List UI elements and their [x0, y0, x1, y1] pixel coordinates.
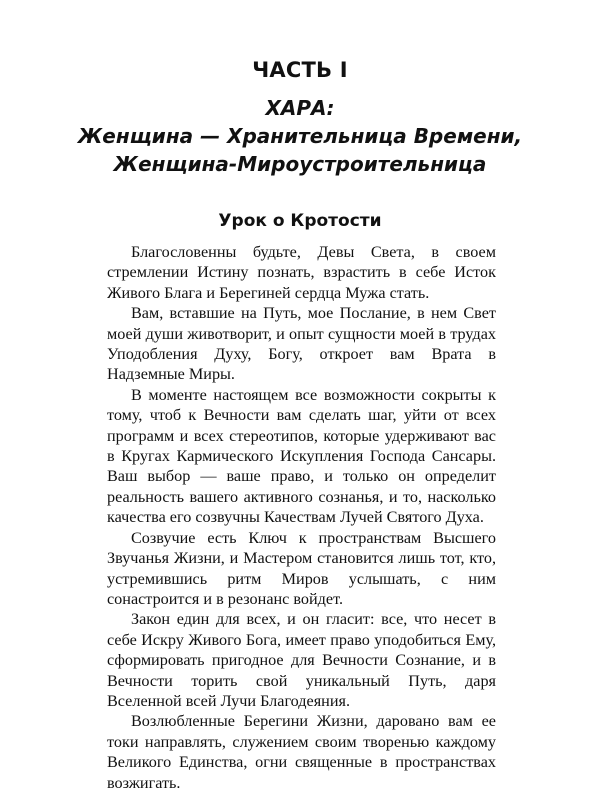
paragraph: Созвучие есть Ключ к пространствам Высшего Звучанья Жизни, и Мастером становится лишь тот, кто, устремившись ритм Миров услышать, с ним сонастроится и в резонанс войдет.	[107, 528, 496, 608]
paragraph: В моменте настоящем все возможности сокрыты к тому, чтоб к Вечности вам сделать шаг, уйти от всех программ и всех стереотипов, которые удерживают вас в Кругах Кармического Искупления Господа Сансары. Ваш выбор — ваше право, и только он определит реальность вашего активного сознанья, и то, насколько качества его созвучны Качествам Лучей Святого Духа.	[107, 385, 496, 527]
paragraph: Возлюбленные Берегини Жизни, даровано вам ее токи направлять, служением своим творенью каждому Великого Единства, огни священные в пространствах возжигать.	[107, 712, 496, 792]
part-title: ЧАСТЬ I	[252, 58, 348, 82]
chapter-heading-line-1: ХАРА:	[265, 96, 335, 120]
lesson-title: Урок о Кротости	[218, 211, 382, 231]
chapter-heading-line-2: Женщина — Хранительница Времени,	[77, 124, 523, 148]
paragraph: Благословенны будьте, Девы Света, в своем стремлении Истину познать, взрастить в себе Исток Живого Блага и Берегиней сердца Мужа стать.	[107, 243, 496, 302]
body-text	[107, 242, 496, 793]
paragraph: Вам, вставшие на Путь, мое Послание, в нем Свет моей души животворит, и опыт сущности моей в трудах Уподобления Духу, Богу, откроет вам Врата в Надземные Миры.	[107, 304, 496, 384]
chapter-heading-line-3: Женщина-Мироустроительница	[113, 152, 487, 176]
paragraph: Закон един для всех, и он гласит: все, что несет в себе Искру Живого Бога, имеет право уподобиться Ему, сформировать пригодное для Вечности Сознание, и в Вечности торить свой уникальный Путь, даря Вселенной всей Лучи Благодеяния.	[107, 610, 496, 710]
